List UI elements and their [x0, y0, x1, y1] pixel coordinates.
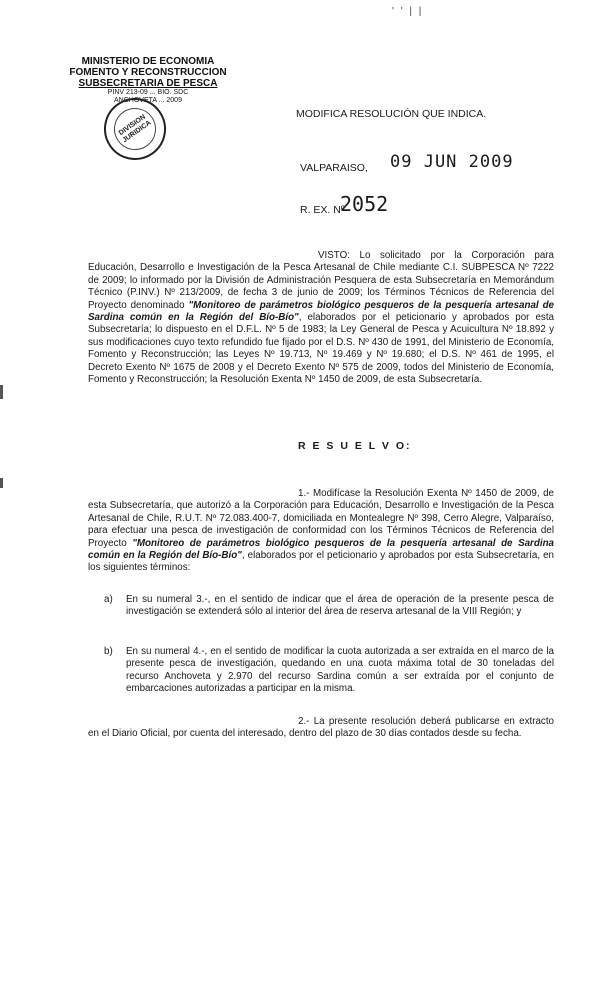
scan-edge-mark — [0, 385, 3, 399]
reference-code: PINV 213-09 ... BIO. SDC — [107, 89, 189, 96]
list-item — [104, 646, 554, 696]
list-item-label: a) — [104, 594, 113, 605]
document-place: VALPARAISO, — [300, 162, 368, 174]
article-1-project-title: "Monitoreo de parámetros biológico pesqueros de la pesquería artesanal de Sardina común en la Región del Bío-Bío" — [88, 537, 555, 562]
article-1 — [88, 488, 554, 575]
ministry-subtitle: FOMENTO Y RECONSTRUCCION — [69, 67, 227, 78]
visto-lead: VISTO: Lo solicitado por la Corporación para — [318, 250, 554, 261]
visto-text: Educación, Desarrollo e Investigación de la Pesca Artesanal de Chile mediante C.I. SUBPESCA Nº 7222 de 2009; lo informado por la División de Administración Pesquera de esta Subsecretaría en Memorándum Técnico (P.INV.) Nº 213/2009, de fecha 3 de junio de 2009; los Términos Técnicos de Referencia del Proyecto denominado — [88, 262, 554, 311]
article-2-text: extracto en el Diario Oficial, por cuenta del interesado, dentro del plazo de 30 días contados desde su fecha. — [88, 716, 554, 740]
stamp-text: DIVISION JURIDICA — [117, 113, 153, 145]
resolution-label: R. EX. Nº — [300, 204, 345, 216]
document-date-stamp: 09 JUN 2009 — [390, 152, 514, 172]
article-1-text-end: , elaborados por el peticionario y aprobados por esta Subsecretaría, en los siguientes términos: — [88, 550, 555, 574]
resolution-number: 2052 — [340, 192, 389, 216]
list-item-text: En su numeral 3.-, en el sentido de indicar que el área de operación de la presente pesca de investigación se extenderá sólo al interior del área de reserva artesanal de la VIII Región; y — [126, 594, 554, 618]
subsecretaria-name: SUBSECRETARIA DE PESCA — [78, 78, 218, 89]
visto-text-end: , elaborados por el peticionario y aprobados por esta Subsecretaría; lo dispuesto en el D.F.L. Nº 5 de 1983; la Ley General de Pesca y Acuicultura Nº 18.892 y sus modificaciones cuyo texto refundido fue fijado por el D.S. Nº 430 de 1991, del Ministerio de Economía, Fomento y Reconstrucción; las Leyes Nº 19.713, Nº 19.469 y Nº 19.680; el D.S. Nº 461 de 1995, el Decreto Exento Nº 1675 de 2008 y el Decreto Exento Nº 575 de 2009, todos del Ministerio de Economía, Fomento y Reconstrucción; la Resolución Exenta Nº 1450 de 2009, de esta Subsecretaría. — [88, 312, 554, 386]
list-item-text: En su numeral 4.-, en el sentido de modificar la cuota autorizada a ser extraída en el marco de la presente pesca de investigación, quedando en una cuota máxima total de 30 toneladas del recurso Anchoveta y 2.970 del recurso Sardina común a ser extraída por el conjunto de embarcaciones autorizadas a participar en la misma. — [126, 646, 554, 695]
article-2 — [88, 716, 554, 741]
resuelvo-heading: R E S U E L V O: — [298, 440, 412, 452]
visto-project-title: "Monitoreo de parámetros biológico pesqueros de la pesquería artesanal de Sardina común en la Región del Bío-Bío" — [88, 299, 555, 324]
scan-edge-mark — [0, 478, 3, 488]
visto-paragraph — [88, 250, 554, 386]
reference-code-2: ANCHOVETA ... 2009 — [114, 97, 182, 104]
scan-marks: ' ' | | — [392, 6, 424, 17]
article-2-lead: 2.- La presente resolución deberá publicarse en — [298, 716, 515, 727]
article-1-text: de esta Subsecretaría, que autorizó a la Corporación para Educación, Desarrollo e Investigación de la Pesca Artesanal de Chile, R.U.T. Nº 72.083.400-7, domiciliada en Montealegre Nº 398, Cerro Alegre, Valparaíso, para efectuar una pesca de investigación de conformidad con los Términos Técnicos de Referencia del Proyecto — [88, 488, 554, 549]
article-1-lead: 1.- Modifícase la Resolución Exenta Nº 1450 de 2009, — [298, 488, 540, 499]
list-item — [104, 594, 554, 619]
letterhead — [58, 56, 238, 105]
stamp-inner-ring — [106, 100, 164, 158]
document-subject: MODIFICA RESOLUCIÓN QUE INDICA. — [296, 108, 487, 120]
list-item-label: b) — [104, 646, 113, 657]
ministry-name: MINISTERIO DE ECONOMIA — [81, 56, 215, 67]
